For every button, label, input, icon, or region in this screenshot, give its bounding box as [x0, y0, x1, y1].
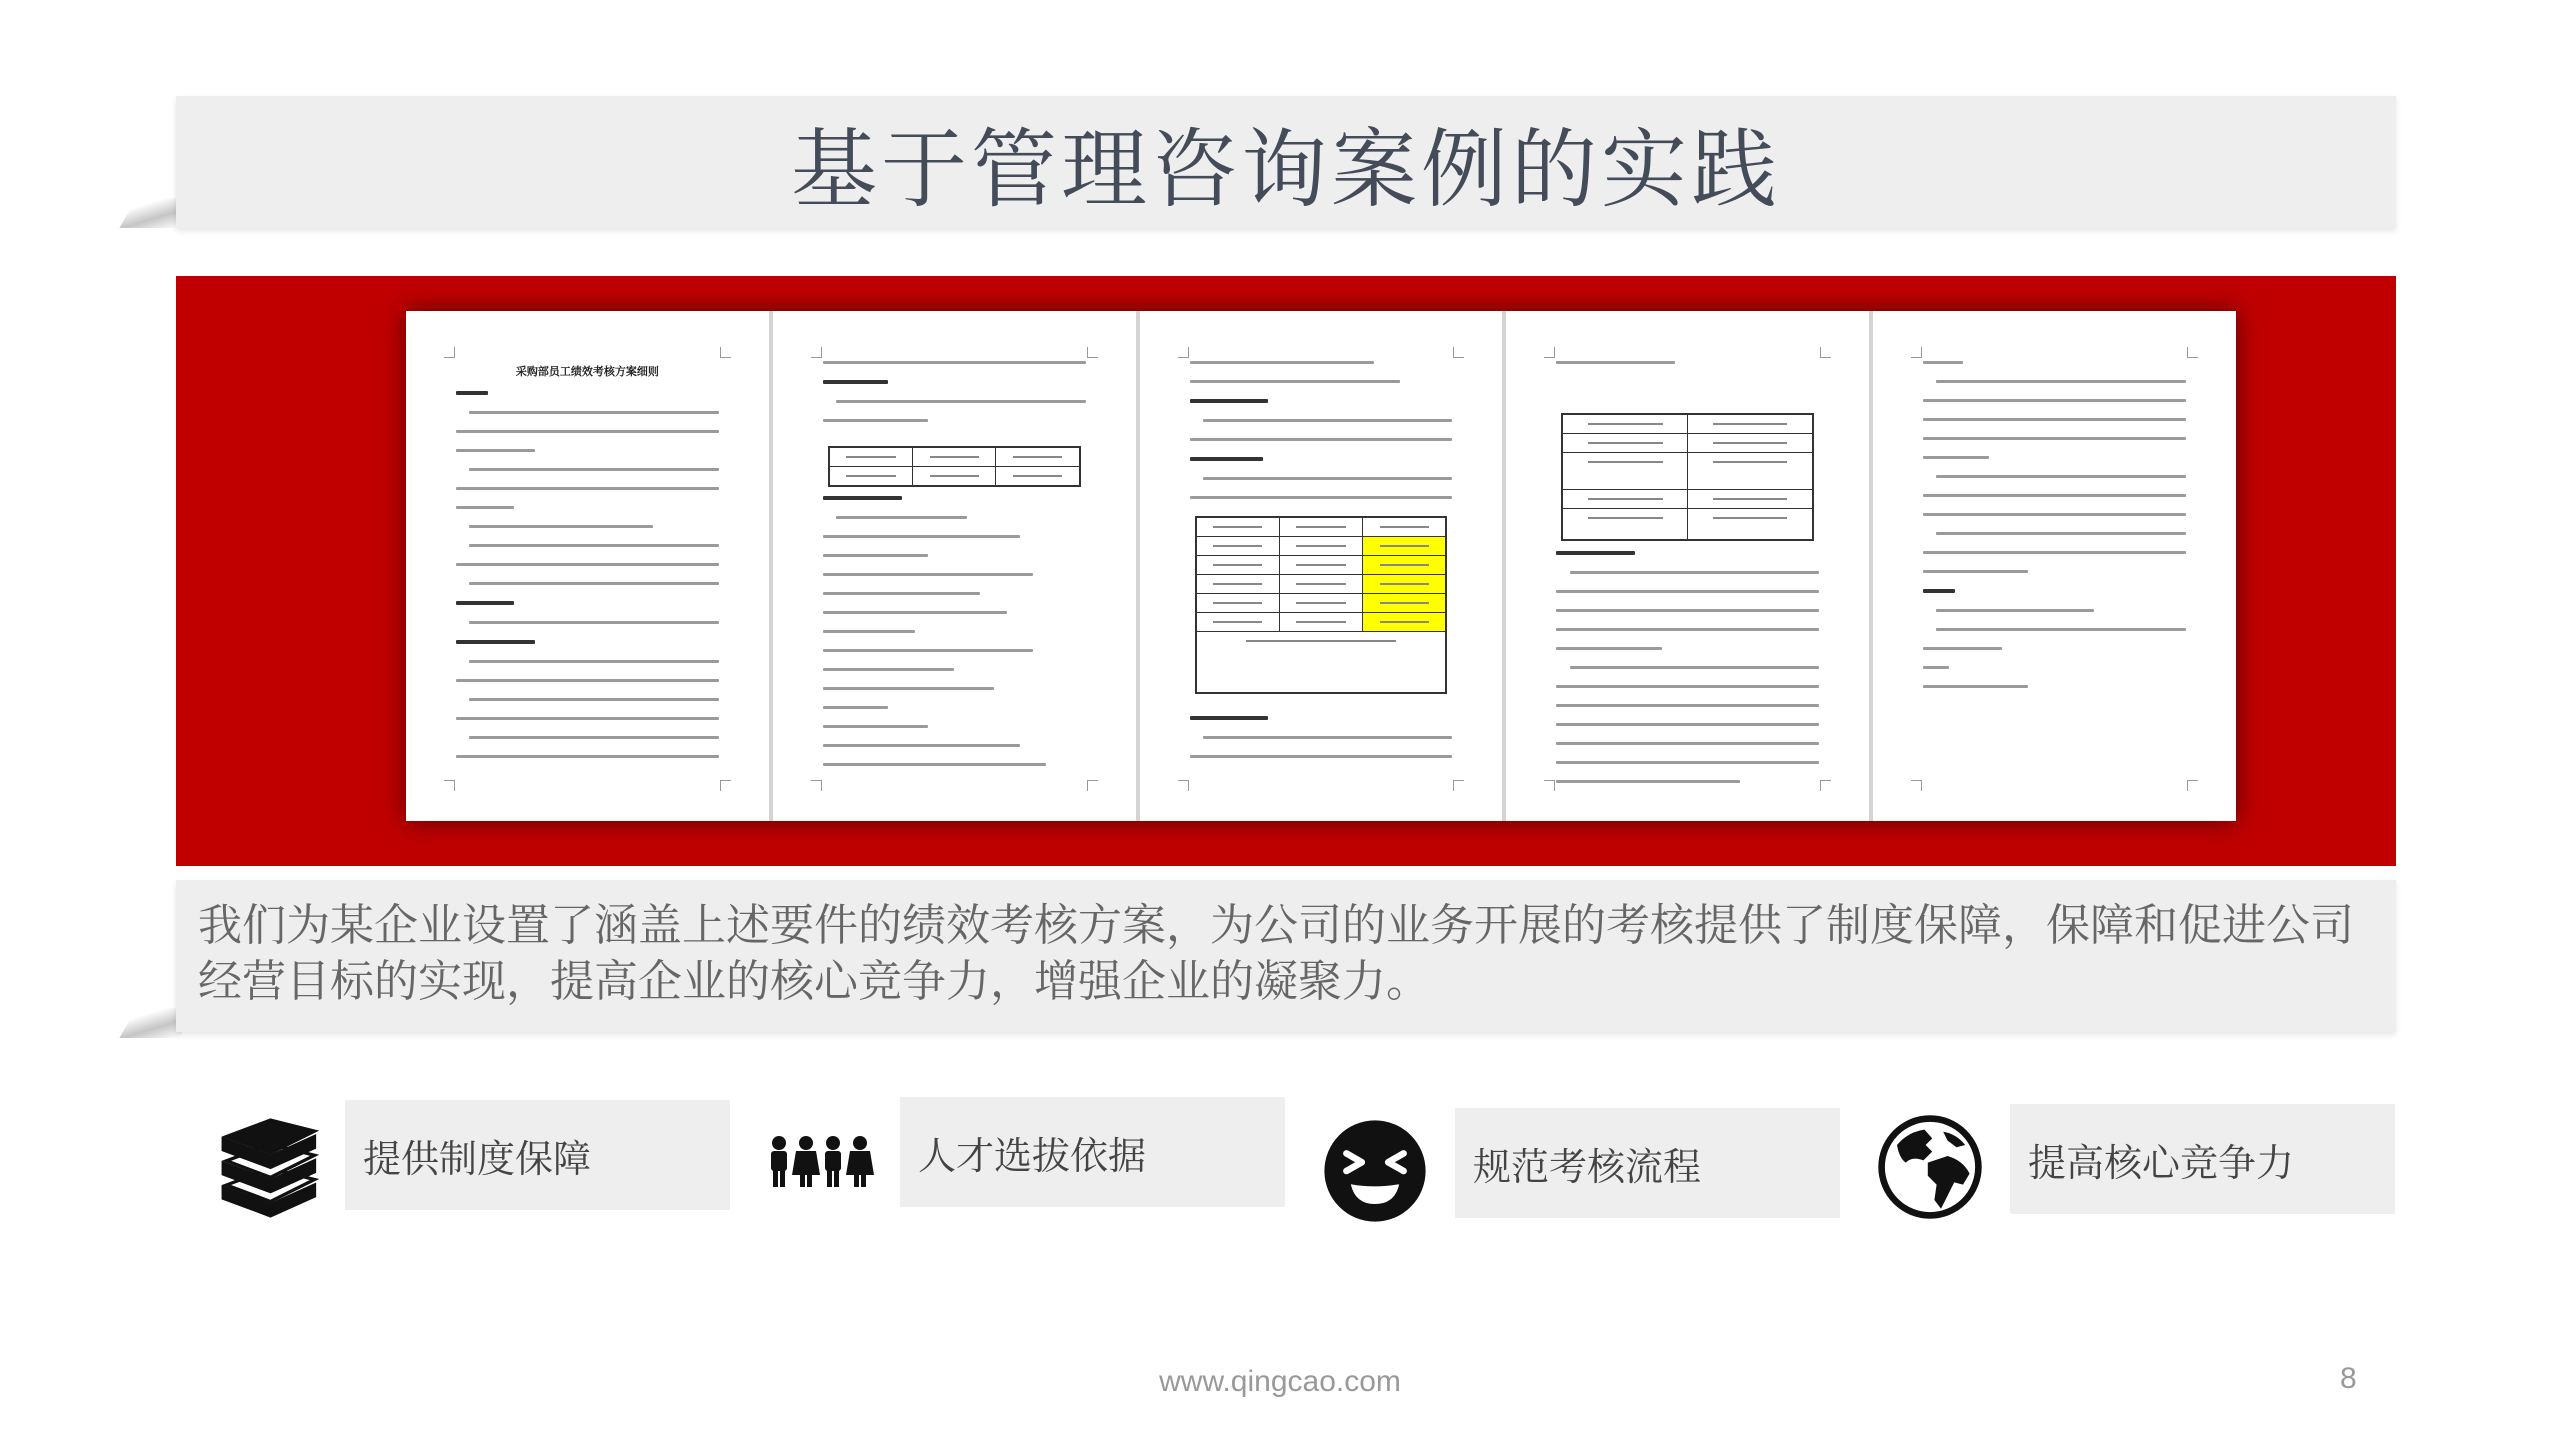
feature-label-box [345, 1100, 730, 1210]
document-page-3 [1140, 311, 1503, 821]
feature-4 [1875, 1104, 2295, 1220]
feature-label: 提供制度保障 [363, 1136, 592, 1181]
feature-label: 规范考核流程 [1473, 1144, 1702, 1189]
document-page-1 [406, 311, 769, 821]
feature-label-box [900, 1097, 1285, 1207]
feature-label: 提高核心竞争力 [2028, 1140, 2295, 1185]
books-icon [210, 1108, 320, 1218]
feature-label-box [2010, 1104, 2395, 1214]
document-pages [406, 311, 2236, 821]
feature-2 [765, 1097, 1185, 1213]
document-title: 采购部员工绩效考核方案细则 [515, 365, 659, 378]
squint-face-icon [1320, 1116, 1430, 1226]
document-page-4 [1506, 311, 1869, 821]
feature-1 [210, 1100, 630, 1216]
document-page-5 [1873, 311, 2236, 821]
feature-label-box [1455, 1108, 1840, 1218]
people-group-icon [765, 1105, 875, 1215]
page-number: 8 [2340, 1362, 2357, 1395]
feature-3 [1320, 1108, 1740, 1224]
slide-title: 基于管理咨询案例的实践 [791, 120, 1781, 220]
description-panel [176, 880, 2396, 1032]
feature-label: 人才选拔依据 [918, 1133, 1147, 1178]
description-text: 我们为某企业设置了涵盖上述要件的绩效考核方案，为公司的业务开展的考核提供了制度保障，保障和促进公司经营目标的实现，提高企业的核心竞争力，增强企业的凝聚力。 [198, 900, 2354, 1007]
document-page-2 [773, 311, 1136, 821]
footer-url: www.qingcao.com [1159, 1365, 1401, 1398]
document-preview-band [176, 276, 2396, 866]
title-bar [176, 96, 2396, 228]
globe-icon [1875, 1112, 1985, 1222]
